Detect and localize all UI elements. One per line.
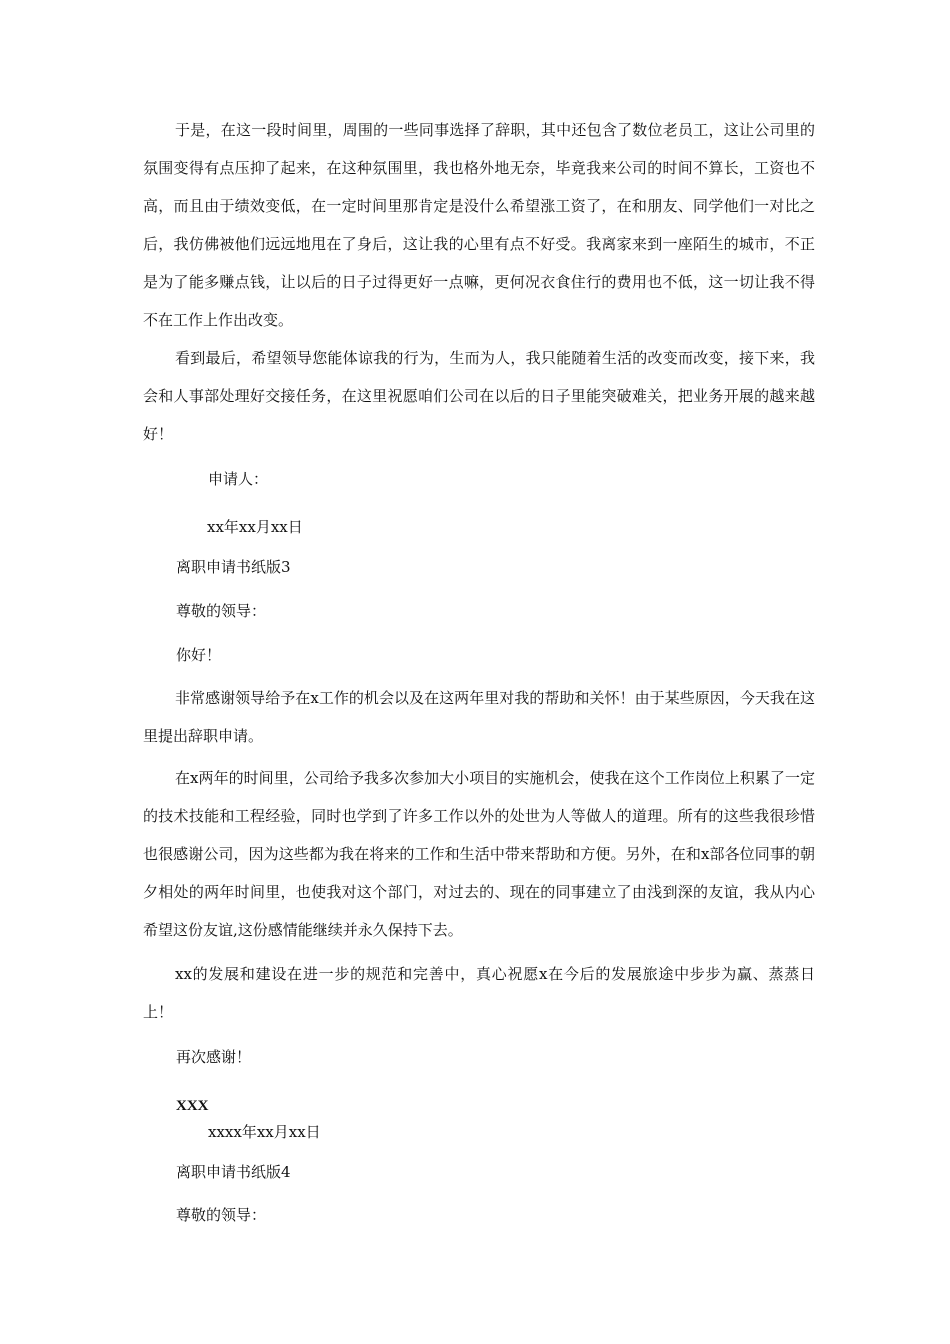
signature: XXX [176, 1098, 209, 1114]
section-title-4: 离职申请书纸版4 [176, 1163, 291, 1181]
thanks-again: 再次感谢！ [176, 1048, 252, 1066]
paragraph-experience: 在x两年的时间里，公司给予我多次参加大小项目的实施机会，使我在这个工作岗位上积累了一定的技术技能和工程经验，同时也学到了许多工作以外的处世为人等做人的道理。所有的这些我很珍惜也很感谢公司，因为这些都为我在将来的工作和生活中带来帮助和方便。另外，在和x部各位同事的朝夕相处的两年时间里，也使我对这个部门，对过去的、现在的同事建立了由浅到深的友谊，我从内心希望这份友谊,这份感情能继续并永久保持下去。 [143, 769, 815, 939]
signature-date: xxxx年xx月xx日 [208, 1123, 321, 1141]
applicant-label: 申请人： [208, 470, 269, 488]
salutation-4: 尊敬的领导： [176, 1206, 267, 1224]
paragraph-thanks: 非常感谢领导给予在x工作的机会以及在这两年里对我的帮助和关怀！由于某些原因，今天我在这里提出辞职申请。 [143, 689, 815, 745]
paragraph-reasons: 于是，在这一段时间里，周围的一些同事选择了辞职，其中还包含了数位老员工，这让公司里的氛围变得有点压抑了起来，在这种氛围里，我也格外地无奈，毕竟我来公司的时间不算长，工资也不高，而且由于绩效变低，在一定时间里那肯定是没什么希望涨工资了，在和朋友、同学他们一对比之后，我仿佛被他们远远地甩在了身后，这让我的心里有点不好受。我离家来到一座陌生的城市，不正是为了能多赚点钱，让以后的日子过得更好一点嘛，更何况衣食住行的费用也不低，这一切让我不得不在工作上作出改变。 [143, 121, 815, 329]
greeting: 你好！ [176, 646, 222, 664]
section-title-3: 离职申请书纸版3 [176, 558, 291, 576]
salutation: 尊敬的领导： [176, 602, 267, 620]
letter-date: xx年xx月xx日 [207, 518, 303, 536]
paragraph-wishes: xx的发展和建设在进一步的规范和完善中，真心祝愿x在今后的发展旅途中步步为赢、蒸蒸日上！ [143, 965, 815, 1021]
paragraph-closing: 看到最后，希望领导您能体谅我的行为，生而为人，我只能随着生活的改变而改变，接下来，我会和人事部处理好交接任务，在这里祝愿咱们公司在以后的日子里能突破难关，把业务开展的越来越好！ [143, 349, 815, 443]
